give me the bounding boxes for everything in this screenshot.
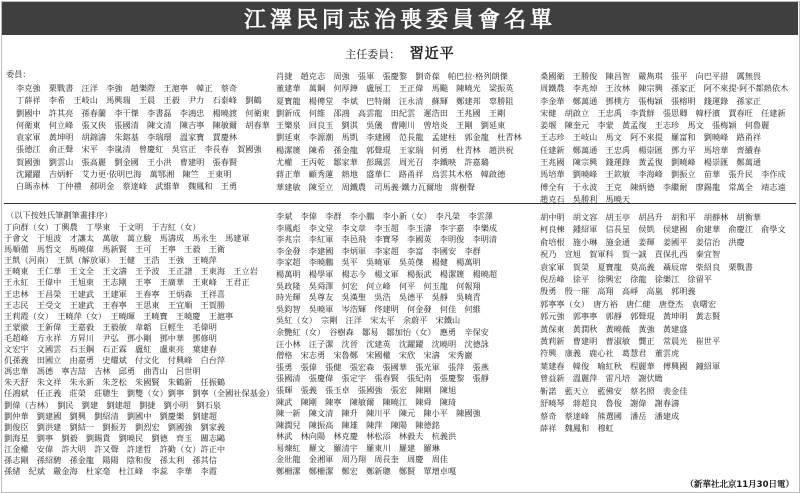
name-line: 吳鈞智 吳曉軍 岑浩輝 佟建明 何金發 何佳 何維 (276, 303, 481, 314)
name-line: 江金權 安偉 許大明 許又聲 許達哲 許勤（女）許正中 (4, 443, 226, 454)
name-line: 賀國強 劉雲山 張高麗 劉金國 王小洪 曹建明 張春賢 (16, 156, 238, 167)
member-column-3 (540, 211, 796, 434)
name-line: 朱天舒 朱文祥 朱永新 朱芝松 朱國賢 朱鶴新 任振鶴 (4, 377, 226, 388)
member-column-1 (4, 222, 274, 477)
name-line: 胡中明 胡文容 胡玉亭 胡昌升 胡和平 胡靜林 胡衡華 (540, 212, 762, 222)
name-line: 王凱（河南） 王凱（解放軍） 王健 王浩 王強 王曉萍 (4, 255, 217, 266)
name-line: 趙克石 吳勝利 馬曉天 (540, 193, 631, 204)
name-line: 劉仲華 劉建國 劉興 劉紹清 劉國中 劉慶樂 劉建超 (4, 410, 217, 421)
name-line: 王蒙徽 王新偉 王嘉毅 王毅敏 韋韜 巨輕生 毛偉明 (4, 321, 217, 332)
name-line: 金壯龍 金湘軍 周乃翔 周長奎 周慶 周佳 (276, 454, 448, 465)
name-line: 祝乃 宣旭 賀軍科 賀一誠 貢保扎西 秦宜智 (540, 249, 721, 260)
name-line: 郭寧寧（女） 唐方裕 唐仁健 唐登杰 袁曙宏 (540, 298, 717, 309)
name-line: 丁向群（女）丁興農 丁學東 于文明 于吉紅（女） (4, 222, 201, 232)
name-line: 劉俊臣 劉洪建 劉結一 劉振芳 劉烈宏 劉國強 劉家義 (4, 421, 226, 432)
name-line: 李家超 李曉鵬 吳平 吳曉軍 吳英傑 楊健 楊萬明 (276, 257, 481, 268)
title-bar (2, 2, 798, 35)
name-line: 黃保東 黃潤秋 黃曉薇 黃強 黃建盛 (540, 323, 688, 334)
name-line: 周鐵農 李兆焯 王汝林 陳宗興 孫家正 阿不來提·阿不都熱依木 (540, 83, 789, 94)
name-line: 郭元強 郭寧寧 郭靜 郭聲琨 黃坤明 黃志賢 (540, 311, 721, 322)
name-line: 吳紅（女） 宗剛 汪洋 宋太平 余蔚平 宋鐵山 (276, 315, 461, 326)
name-line: 何衛東 何立峰 張又俠 張國清 陳文清 陳吉寧 陳敏爾 胡春華 (16, 119, 270, 130)
chair-line (0, 43, 800, 63)
name-line: 劉新成 何維 邵鴻 高雲龍 田紀雲 遲浩田 王兆國 王剛 (276, 107, 506, 118)
chair-label: 主任委員： (345, 48, 401, 61)
name-line: 靳諾 藍天立 藍佛安 蔡名照 裴金佳 (540, 385, 688, 396)
name-line: 尤權 王丙乾 鄒家華 彭珮雲 周光召 李鐵映 許嘉璐 (276, 157, 489, 168)
name-line: 任建新 鄭萬通 王忠禹 楊崇匯 鄧力平 馬培華 齊續春 (540, 144, 762, 155)
name-line: 夏寶龍 楊傳堂 李斌 巴特爾 汪永清 蘇輝 鄭建邦 辜勝阻 (276, 95, 514, 106)
name-line: 王永紅 王偉中 王旭東 王志剛 王寧 王廣華 王東峰 王君正 (4, 277, 250, 288)
name-line: 僧格 宋志勇 宋魯鄭 宋國權 宋欣 宋濤 宋秀巖 (276, 350, 473, 361)
name-line: 符興 康義 鹿心社 葛慧君 董雲虎 (540, 348, 680, 359)
name-line: 華建敏 陳至立 周鐵農 司馬義·鐵力瓦爾地 蔣樹聲 (276, 181, 476, 192)
name-line: 姜堰 陳奎元 李蒙 黃孟復 王志珍 馬文 張梅穎 何魯麗 (540, 120, 770, 131)
name-line: 王志民 王受文 王建武 王春寧 王思東 王宜順 王賀勝 (4, 299, 226, 310)
name-line: 王忠林 王昌榮 王建武 王建軍 王春寧 王炳森 王祥喜 (4, 288, 226, 299)
name-line: 陳一新 陳文清 陳升 陳川平 陳元 陳小平 陳國強 (276, 408, 481, 419)
name-line: 王樂泉 回良玉 劉淇 吳儀 曹剛川 曾培炎 王剛 劉延東 (276, 120, 506, 131)
name-line: 柯良棟 鍾紹軍 信長星 侯凱 侯建國 俞建華 俞慶江 俞學文 (540, 224, 786, 235)
list-ordering-note: （以下按姓氏筆劃筆畫排序） (6, 210, 113, 220)
name-line: 俞培根 施小琳 施金通 姜輝 姜國平 姜信治 洪慶 (540, 236, 745, 247)
name-line: 任鴻斌 任正義 莊榮 莊聰生 劉雙（女）劉寧 劉寧（全國社保基金） (4, 388, 274, 399)
name-line: 殷勇 殷一璀 高翔 高崢 高嵐 郭明義 (540, 286, 696, 297)
name-line: 蔣正華 顧秀蓮 熱地 盛華仁 路甬祥 烏雲其木格 韓啟德 (276, 169, 506, 180)
name-line: 孫緒 紀斌 嚴金海 杜家毫 杜江峰 李蕊 李華 李霞 (4, 466, 217, 477)
name-line: 楊潔篪 陳希 孫金龍 郭聲琨 王家瑞 何勇 杜青林 趙洪祝 (276, 144, 514, 155)
name-line: 馬培華 劉曉峰 王欽敏 李海峰 劉振立 苗華 張升民 李作成 (540, 169, 786, 180)
name-line: 舒曉琴 蔣超良 魯俊 謝偉 謝春濤 (540, 398, 680, 409)
name-line: 葉建春 韓俊 喻紅秋 程麗華 傅興國 鐘紹軍 (540, 360, 721, 371)
name-line: 于會文 于旭波 才讓太 萬敏 萬立駿 馬濤成 馬永生 馬建軍 (4, 233, 250, 244)
name-line: 馮忠華 馮德 寧吉喆 吉林 邱勇 曲青山 呂世明 (4, 366, 201, 377)
name-line: 陳武 陳剛 陳寧 陳敏爾 陳曉江 陳舜 陳琦 (276, 396, 457, 407)
name-line: 陳潤兒 陳振高 陳雄 陳萍 陳陽 陳德銘 (276, 419, 440, 430)
name-line: 余艷紅（女） 谷樹森 鄒易 鄒加怡（女） 應勇 辛保安 (276, 326, 489, 337)
name-line: 仉孫義 田國立 由嘉勇 史耀斌 付文化 付興峰 白台萍 (4, 355, 226, 366)
name-line: 宋健 胡啟立 王忠禹 李貴鮮 張思卿 韓杼濱 賈春旺 任建新 (540, 107, 786, 118)
name-line: 王兆國 陳宗興 錢運錄 黃孟復 劉曉峰 楊崇匯 鄭萬通 (540, 157, 762, 168)
name-line: 李克強 栗戰書 汪洋 李強 趙樂際 王滬寧 韓正 蔡奇 (16, 83, 238, 93)
name-line: 鄭柵潔 鄭柵潔 鄭宏 鄭新聰 鄭賢 單增卓嘎 (276, 466, 457, 477)
name-line: 劉國中 許其亮 孫春蘭 李干傑 李書磊 李鴻忠 楊曉渡 何衛東 (16, 107, 270, 118)
name-line: 馬順備 馬哲文 馬曉偉 馬新賢 王可 王寧 王毅 王衛 (4, 244, 226, 255)
name-line: 吳政隆 吳舜澤 何宏 何立峰 何平 何玉龍 何報翔 (276, 280, 481, 291)
name-line: 桑國衛 王勝俊 陳昌智 嚴雋琪 張平 向巴平措 厲無畏 (540, 71, 762, 81)
name-line: 李兆宗 李紅軍 李邑飛 李寶琴 李國英 李明俊 李明清 (276, 234, 498, 245)
committee-label: 委員： (6, 69, 31, 79)
name-line: 董建華 萬鋼 何厚鏵 盧展工 王正偉 馬飈 陳曉光 梁振英 (276, 83, 514, 94)
name-line: 倪岳峰 徐平 徐興宏 徐龍 徐樂江 徐留平 (540, 274, 712, 285)
name-line: 王曉東 王仁華 王文全 王文濤 王予波 王正譜 王東海 王立岩 (4, 266, 258, 277)
name-line: 林武 林向陽 林克慶 林松添 林毅夫 杭義洪 (276, 431, 457, 442)
name-line: 易煉紅 羅文 羅清宇 羅東川 羅建 羅琳 (276, 442, 440, 453)
name-line: 袁家軍 賀榮 夏寶龍 莫高義 聶辰席 柴紹良 栗戰書 (540, 261, 753, 272)
source-note: （新華社北京11月30日電） (685, 480, 794, 490)
name-line: 王志珍 王岐山 馬文 阿不來提 羅富和 劉曉峰 路甬祥 (540, 132, 762, 143)
name-line: 劉海星 劉寧 劉毅 劉賜貴 劉曉民 劉德 齊玉 關志鷗 (4, 432, 226, 443)
name-line: 時光輝 吳尊友 吳漢聖 吳浩 吳德平 吳靜 吳曉青 (276, 292, 481, 303)
name-line: 李鳳彪 李文堂 李文章 李玉超 李玉濤 李宇嘉 李樂成 (276, 222, 498, 233)
name-line: 白瑪赤林 丁仲禮 郝明金 蔡達峰 武維華 魏鳳和 王勇 (16, 181, 238, 192)
committee-column-3 (540, 70, 796, 205)
name-line: 劉延東 李源潮 馬凱 李建國 范長龍 孟建柱 郭金龍 杜青林 (276, 132, 522, 143)
name-line: 傅全有 于永波 王克 陳炳德 李繼耐 廖錫龍 常萬全 靖志遠 (540, 181, 786, 192)
name-line: 李斌 李偉 李群 李小鵬 李小新（女） 李凡榮 李雲澤 (276, 211, 493, 221)
member-column-2 (276, 211, 538, 478)
name-line: 丁薛祥 李希 王岐山 馬興瑞 王晨 王毅 尹力 石泰峰 劉鶴 (16, 95, 262, 106)
committee-column-2 (276, 70, 538, 193)
page-title: 江澤民同志治喪委員會名單 (243, 8, 556, 33)
committee-column-1 (16, 82, 274, 193)
name-line: 薛祥 魏鳳和 穆虹 (540, 422, 614, 433)
name-line: 李金華 鄭萬通 鄧樸方 張梅穎 張榕明 錢運錄 孫家正 (540, 95, 762, 106)
name-line: 黃莉新 曹建明 曹淑敏 龔正 常晨光 崔世平 (540, 336, 721, 347)
name-line: 文宏宇 文國雲 石玉鋼 石正霖 盧紅 盧東亮 葉建春 (4, 344, 217, 355)
name-line: 毛超峰 方永祥 方昇川 尹弘 鄧小剛 鄧中華 鄧修明 (4, 332, 217, 343)
name-line: 汪小林 汪子潔 沈晉 沈建英 沈躍躍 沈曉明 沈德詠 (276, 338, 489, 349)
name-line: 楊萬明 楊學軍 楊志今 楊文軍 楊振武 楊潔篪 楊曉超 (276, 268, 498, 279)
name-line: 蔡奇 蔡達峰 熊選國 潘岳 潘建成 (540, 410, 680, 421)
chair-name: 習近平 (409, 46, 455, 62)
name-line: 肖捷 趙克志 周強 張軍 張慶黎 劉奇葆 帕巴拉·格列朗傑 (276, 71, 508, 81)
name-line: 張國清 張慶偉 張定宇 張春賢 張紀南 張慶黎 張靜 (276, 373, 489, 384)
name-line: 張勇 張偉 張健 張宏森 張國華 張光軍 張萍 張燕 (276, 361, 489, 372)
name-line: 張德江 俞正聲 宋平 李嵐清 曾慶紅 吳官正 李長春 賀國強 (16, 144, 262, 155)
name-line: 劉偉（吉林） 劉民 劉建 劉建超 劉捷 劉小明 劉石泉 (4, 399, 221, 410)
section-divider (4, 203, 796, 204)
name-line: 王莉霞（女） 王曉萍（女） 王曉暉 王曉寶 王曉慶 王滬寧 (4, 310, 234, 321)
name-line: 袁家軍 黃坤明 胡錦濤 朱鎔基 李瑞環 溫家寶 賈慶林 (16, 132, 238, 143)
name-line: 曾益新 溫麗萍 雷凡培 謝伏瞻 (540, 373, 663, 384)
name-line: 張輝 張義 張玉卓 張國強 張宏 陳剛 陳旭 (276, 384, 457, 395)
name-line: 李金發 李建國 李炳軍 李家超 李富 李國安 李群 (276, 245, 481, 256)
name-line: 沈躍躍 吉炳軒 艾力更·依明巴海 萬鄂湘 陳竺 王東明 (16, 169, 232, 180)
name-line: 孫志剛 孫紹騁 孫金龍 陽陽 陰和俊 孫太利 孫其信 (4, 454, 217, 465)
